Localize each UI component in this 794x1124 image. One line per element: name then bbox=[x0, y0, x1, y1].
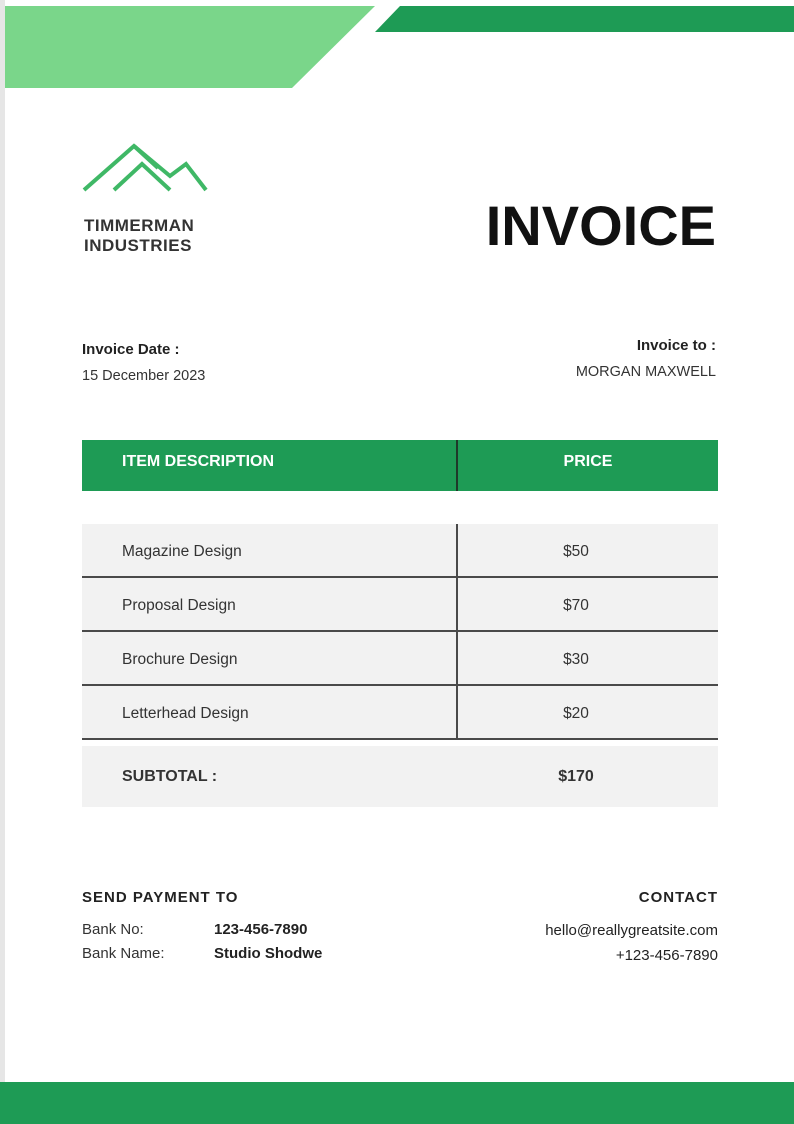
table-row bbox=[82, 578, 718, 632]
item-description: Brochure Design bbox=[122, 651, 238, 668]
company-name-line2: INDUSTRIES bbox=[84, 236, 192, 255]
table-row bbox=[82, 632, 718, 686]
document-title: INVOICE bbox=[485, 194, 716, 257]
bank-number-row bbox=[82, 918, 402, 942]
mountain-logo-icon bbox=[82, 140, 212, 200]
bottom-bar bbox=[0, 1082, 794, 1124]
invoice-to-value: MORGAN MAXWELL bbox=[575, 364, 716, 380]
top-banner bbox=[0, 0, 794, 90]
top-banner-dark-shape bbox=[375, 6, 794, 32]
bank-name-value: Studio Shodwe bbox=[214, 945, 323, 962]
company-name-line1: TIMMERMAN bbox=[84, 216, 195, 235]
item-price: $30 bbox=[563, 651, 589, 668]
items-table-body bbox=[82, 524, 718, 740]
contact-block bbox=[545, 888, 718, 968]
contact-email: hello@reallygreatsite.com bbox=[545, 922, 718, 939]
item-description: Proposal Design bbox=[122, 597, 236, 614]
top-banner-light-shape bbox=[5, 6, 375, 88]
payment-title: SEND PAYMENT TO bbox=[82, 889, 239, 906]
table-header bbox=[82, 440, 718, 491]
item-price: $20 bbox=[563, 705, 589, 722]
item-description: Letterhead Design bbox=[122, 705, 249, 722]
contact-title: CONTACT bbox=[638, 889, 718, 906]
subtotal-value: $170 bbox=[558, 768, 594, 785]
payment-block bbox=[82, 888, 402, 966]
invoice-to-label: Invoice to : bbox=[636, 337, 716, 354]
header-price: PRICE bbox=[563, 453, 613, 470]
invoice-date-value: 15 December 2023 bbox=[82, 368, 206, 384]
bank-name-row bbox=[82, 942, 402, 966]
bank-number-label: Bank No: bbox=[82, 921, 144, 938]
item-description: Magazine Design bbox=[122, 543, 242, 560]
contact-phone: +123-456-7890 bbox=[615, 947, 718, 964]
bank-number-value: 123-456-7890 bbox=[214, 921, 308, 938]
page-edge bbox=[0, 0, 5, 1124]
invoice-date-label: Invoice Date : bbox=[82, 341, 180, 358]
item-price: $70 bbox=[563, 597, 589, 614]
bank-name-label: Bank Name: bbox=[82, 945, 165, 962]
subtotal-label: SUBTOTAL : bbox=[122, 768, 218, 785]
company-logo bbox=[82, 140, 212, 200]
subtotal-row bbox=[82, 746, 718, 807]
invoice-date-block bbox=[82, 340, 205, 386]
table-row bbox=[82, 686, 718, 740]
header-item-description: ITEM DESCRIPTION bbox=[122, 453, 275, 470]
invoice-to-block bbox=[576, 336, 716, 382]
company-name bbox=[84, 216, 194, 256]
item-price: $50 bbox=[563, 543, 589, 560]
table-row bbox=[82, 524, 718, 578]
